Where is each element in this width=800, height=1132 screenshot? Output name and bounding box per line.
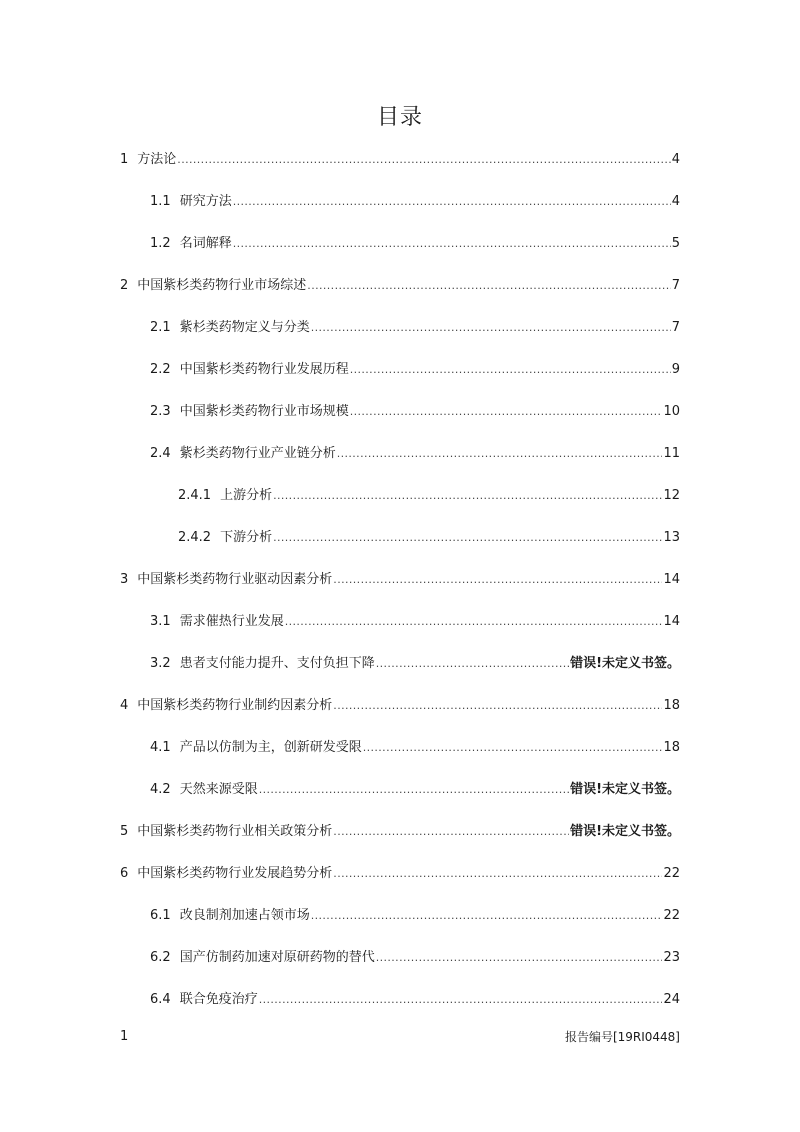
toc-entry-page-number: 24 <box>663 992 680 1007</box>
toc-entry-number: 2.1 <box>150 320 171 335</box>
toc-entry-title: 中国紫杉类药物行业驱动因素分析 <box>137 572 333 587</box>
toc-entry[interactable] <box>178 486 680 506</box>
toc-dot-leader <box>273 528 662 548</box>
toc-dot-leader <box>333 864 662 884</box>
toc-entry-number: 1.2 <box>150 236 171 251</box>
toc-entry-number: 6.2 <box>150 950 171 965</box>
toc-entry-title: 中国紫杉类药物行业市场综述 <box>137 278 307 293</box>
toc-dot-leader <box>307 276 670 296</box>
toc-entry-number: 1.1 <box>150 194 171 209</box>
toc-entry-number: 2.4 <box>150 446 171 461</box>
toc-entry-title: 需求催热行业发展 <box>179 614 284 629</box>
toc-entry-number: 4 <box>120 698 129 713</box>
toc-dot-leader <box>333 696 662 716</box>
toc-entry[interactable] <box>150 360 680 380</box>
toc-entry-title: 中国紫杉类药物行业相关政策分析 <box>137 824 333 839</box>
toc-entry-page-number: 11 <box>663 446 680 461</box>
toc-dot-leader <box>233 192 671 212</box>
footer-report-code: 报告编号[19RI0448] <box>564 1030 680 1044</box>
toc-entry-title: 国产仿制药加速对原研药物的替代 <box>179 950 375 965</box>
toc-entry[interactable] <box>150 402 680 422</box>
toc-dot-leader <box>350 402 663 422</box>
toc-entry-error-text: 错误!未定义书签。 <box>570 782 680 797</box>
toc-entry-title: 研究方法 <box>179 194 232 209</box>
toc-entry-title: 紫杉类药物行业产业链分析 <box>179 446 336 461</box>
toc-entry-page-number: 18 <box>663 698 680 713</box>
toc-entry-page-number: 10 <box>663 404 680 419</box>
toc-dot-leader <box>311 318 671 338</box>
toc-dot-leader <box>363 738 663 758</box>
toc-entry-title: 中国紫杉类药物行业制约因素分析 <box>137 698 333 713</box>
toc-entry-page-number: 5 <box>671 236 680 251</box>
toc-entry-number: 5 <box>120 824 129 839</box>
toc-entry-number: 6.4 <box>150 992 171 1007</box>
toc-entry-page-number: 18 <box>663 740 680 755</box>
toc-entry-title: 下游分析 <box>220 530 273 545</box>
toc-entry-number: 4.2 <box>150 782 171 797</box>
toc-dot-leader <box>259 990 663 1010</box>
toc-entry[interactable] <box>120 276 680 296</box>
toc-dot-leader <box>333 570 662 590</box>
toc-entry-error-text: 错误!未定义书签。 <box>570 656 680 671</box>
toc-entry-title: 紫杉类药物定义与分类 <box>179 320 310 335</box>
toc-entry-title: 改良制剂加速占领市场 <box>179 908 310 923</box>
toc-entry[interactable] <box>150 780 680 800</box>
toc-entry-page-number: 14 <box>663 572 680 587</box>
toc-dot-leader <box>177 150 670 170</box>
toc-entry[interactable] <box>120 864 680 884</box>
toc-entry-number: 3 <box>120 572 129 587</box>
toc-entry-page-number: 4 <box>671 152 680 167</box>
toc-entry-page-number: 12 <box>663 488 680 503</box>
toc-entry-title: 产品以仿制为主，创新研发受限 <box>179 740 362 755</box>
toc-entry-title: 中国紫杉类药物行业发展趋势分析 <box>137 866 333 881</box>
footer-page-number: 1 <box>120 1029 129 1044</box>
toc-entry-number: 6 <box>120 866 129 881</box>
toc-entry-title: 上游分析 <box>220 488 273 503</box>
toc-entry-title: 方法论 <box>137 152 177 167</box>
toc-dot-leader <box>311 906 663 926</box>
toc-entry-number: 2 <box>120 278 129 293</box>
toc-entry-page-number: 13 <box>663 530 680 545</box>
toc-entry[interactable] <box>150 654 680 674</box>
toc-entry[interactable] <box>150 948 680 968</box>
toc-dot-leader <box>350 360 671 380</box>
toc-entry[interactable] <box>150 612 680 632</box>
toc-entry-page-number: 22 <box>663 908 680 923</box>
toc-entry-title: 联合免疫治疗 <box>179 992 258 1007</box>
toc-entry[interactable] <box>150 318 680 338</box>
toc-entry-page-number: 7 <box>671 278 680 293</box>
toc-entry-page-number: 4 <box>671 194 680 209</box>
toc-entry-page-number: 23 <box>663 950 680 965</box>
toc-entry[interactable] <box>120 150 680 170</box>
toc-entry-title: 中国紫杉类药物行业市场规模 <box>179 404 349 419</box>
toc-entry-title: 患者支付能力提升、支付负担下降 <box>179 656 375 671</box>
toc-entry-page-number: 9 <box>671 362 680 377</box>
page-title: 目录 <box>376 105 423 130</box>
toc-entry-number: 2.4.2 <box>178 530 212 545</box>
toc-dot-leader <box>376 948 663 968</box>
toc-entry[interactable] <box>150 738 680 758</box>
toc-entry-number: 2.4.1 <box>178 488 212 503</box>
toc-dot-leader <box>333 822 569 842</box>
toc-dot-leader <box>259 780 569 800</box>
toc-entry-title: 天然来源受限 <box>179 782 258 797</box>
toc-entry-page-number: 14 <box>663 614 680 629</box>
toc-entry-number: 4.1 <box>150 740 171 755</box>
toc-dot-leader <box>233 234 671 254</box>
toc-entry[interactable] <box>150 990 680 1010</box>
toc-entry-number: 3.1 <box>150 614 171 629</box>
toc-entry-number: 2.3 <box>150 404 171 419</box>
toc-dot-leader <box>337 444 663 464</box>
toc-entry-page-number: 7 <box>671 320 680 335</box>
toc-entry-number: 2.2 <box>150 362 171 377</box>
toc-entry[interactable] <box>150 906 680 926</box>
toc-entry[interactable] <box>120 696 680 716</box>
toc-entry-number: 6.1 <box>150 908 171 923</box>
toc-entry-title: 名词解释 <box>179 236 232 251</box>
toc-entry-page-number: 22 <box>663 866 680 881</box>
toc-entry[interactable] <box>178 528 680 548</box>
toc-entry-error-text: 错误!未定义书签。 <box>570 824 680 839</box>
toc-entry-number: 3.2 <box>150 656 171 671</box>
toc-dot-leader <box>273 486 662 506</box>
toc-entry-title: 中国紫杉类药物行业发展历程 <box>179 362 349 377</box>
toc-entry[interactable] <box>150 444 680 464</box>
toc-entry[interactable] <box>120 570 680 590</box>
toc-dot-leader <box>376 654 569 674</box>
toc-entry[interactable] <box>150 234 680 254</box>
toc-entry-number: 1 <box>120 152 129 167</box>
toc-dot-leader <box>285 612 663 632</box>
toc-entry[interactable] <box>120 822 680 842</box>
toc-entry[interactable] <box>150 192 680 212</box>
